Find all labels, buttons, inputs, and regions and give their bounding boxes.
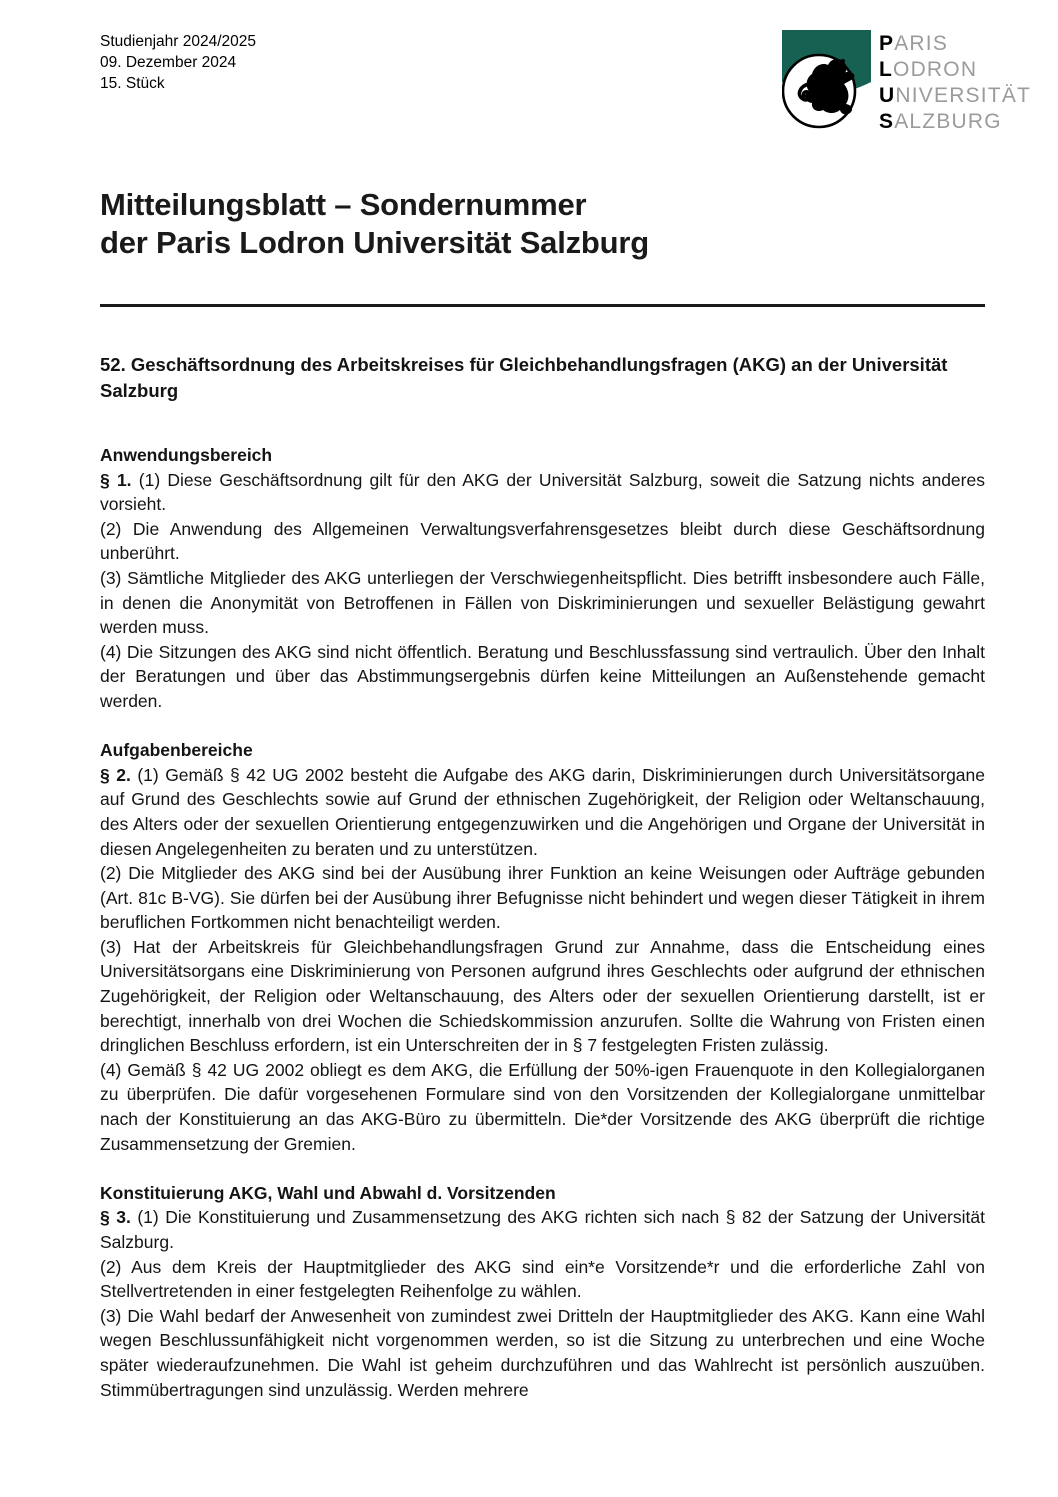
paragraph-text: (2) Die Anwendung des Allgemeinen Verwaltungsverfahrensgesetzes bleibt durch diese Geschäftsordnung unberührt. (100, 518, 985, 564)
paragraph-text: (3) Sämtliche Mitglieder des AKG unterliegen der Verschwiegenheitspflicht. Dies betrifft insbesondere auch Fälle, in denen die Anonymität von Betroffenen in Fällen von Diskriminierungen und sexueller Belästigung gewahrt werden muss. (100, 567, 985, 638)
paragraph (100, 935, 985, 1058)
paragraph-lead: § 3. (100, 1207, 131, 1228)
paragraph (100, 566, 985, 640)
section-heading: Anwendungsbereich (100, 445, 273, 465)
plus-logo (782, 30, 1031, 135)
paragraph (100, 640, 985, 714)
paragraph (100, 517, 985, 566)
section-heading: Konstituierung AKG, Wahl und Abwahl d. Vorsitzenden (100, 1182, 556, 1203)
paragraph (100, 1255, 985, 1304)
section-konstituierung (100, 1181, 985, 1402)
issue-info (100, 31, 256, 94)
separator-rule (100, 304, 985, 307)
paragraph (100, 1205, 985, 1254)
issue-number: 15. Stück (100, 75, 165, 92)
paragraph (100, 468, 985, 517)
paragraph-lead: § 2. (100, 764, 131, 785)
paragraph-text: (1) Diese Geschäftsordnung gilt für den AKG der Universität Salzburg, soweit die Satzung nichts anderes vorsieht. (100, 469, 985, 515)
issue-studienjahr: Studienjahr 2024/2025 (100, 33, 256, 50)
paragraph-text: (2) Die Mitglieder des AKG sind bei der Ausübung ihrer Funktion an keine Weisungen oder Aufträge gebunden (Art. 81c B-VG). Sie dürfen bei der Ausübung ihrer Befugnisse nicht behindert und wegen dieser Tätigkeit in ihrem beruflichen Fortkommen nicht benachteiligt werden. (100, 863, 985, 933)
plus-logo-shield (782, 30, 871, 130)
section-aufgabenbereiche (100, 738, 985, 1156)
document-heading: 52. Geschäftsordnung des Arbeitskreises für Gleichbehandlungsfragen (AKG) an der Universität Salzburg (100, 354, 948, 401)
document-content (100, 352, 985, 1402)
paragraph-lead: § 1. (100, 469, 132, 490)
paragraph-text: (2) Aus dem Kreis der Hauptmitglieder des AKG sind ein*e Vorsitzende*r und die erforderliche Zahl von Stellvertretenden in einer festgelegten Reihenfolge zu wählen. (100, 1256, 985, 1302)
paragraph-text: (1) Die Konstituierung und Zusammensetzung des AKG richten sich nach § 82 der Satzung der Universität Salzburg. (100, 1207, 985, 1252)
wordmark-line-salzburg: SALZBURG (879, 110, 1002, 133)
paragraph-text: (3) Hat der Arbeitskreis für Gleichbehandlungsfragen Grund zur Annahme, dass die Entscheidung eines Universitätsorgans eine Diskriminierung von Personen aufgrund ihres Geschlechts oder aufgrund der ethnischen Zugehörigkeit, der Religion oder Weltanschauung, des Alters oder der sexuellen Orientierung darstellt, ist er berechtigt, innerhalb von drei Wochen die Schiedskommission anzurufen. Sollte die Wahrung von Fristen einen dringlichen Beschluss erfordern, ist ein Unterschreiten der in § 7 festgelegten Fristen zulässig. (100, 936, 985, 1056)
logo-wordmark (879, 31, 1031, 135)
paragraph (100, 763, 985, 861)
paragraph (100, 1058, 985, 1156)
paragraph-text: (4) Die Sitzungen des AKG sind nicht öffentlich. Beratung und Beschlussfassung sind vertraulich. Über den Inhalt der Beratungen und über das Abstimmungsergebnis dürfen keine Mitteilungen an Außenstehende gemacht werden. (100, 641, 985, 711)
paragraph-text: (3) Die Wahl bedarf der Anwesenheit von zumindest zwei Dritteln der Hauptmitglieder des AKG. Kann eine Wahl wegen Beschlussunfähigkeit nicht vorgenommen werden, so ist die Sitzung zu unterbrechen und eine Woche später wiederaufzunehmen. Die Wahl ist geheim durchzuführen und das Wahlrecht ist persönlich auszuüben. Stimmübertragungen sind unzulässig. Werden mehrere (100, 1305, 985, 1400)
paragraph (100, 861, 985, 935)
section-anwendungsbereich (100, 443, 985, 714)
page-title-line1: Mitteilungsblatt – Sondernummer (100, 187, 587, 222)
page-title-line2: der Paris Lodron Universität Salzburg (100, 225, 649, 260)
section-heading: Aufgabenbereiche (100, 740, 253, 761)
wordmark-line-lodron: LODRON (879, 58, 978, 81)
paragraph (100, 1304, 985, 1402)
wordmark-line-paris: PARIS (879, 32, 949, 55)
page-title (100, 186, 649, 262)
paragraph-text: (4) Gemäß § 42 UG 2002 obliegt es dem AKG, die Erfüllung der 50%-igen Frauenquote in den Kollegialorganen zu überprüfen. Die dafür vorgesehenen Formulare sind von den Vorsitzenden der Kollegialorgane unmittelbar nach der Konstituierung an das AKG-Büro zu übermitteln. Die*der Vorsitzende des AKG überprüft die richtige Zusammensetzung der Gremien. (100, 1059, 985, 1154)
wordmark-line-universitaet: UNIVERSITÄT (879, 84, 1032, 107)
issue-date: 09. Dezember 2024 (100, 54, 237, 71)
paragraph-text: (1) Gemäß § 42 UG 2002 besteht die Aufgabe des AKG darin, Diskriminierungen durch Universitätsorgane auf Grund des Geschlechts sowie auf Grund der ethnischen Zugehörigkeit, der Religion oder Weltanschauung, des Alters oder der sexuellen Orientierung entgegenzuwirken und die Angehörigen und Organe der Universität in diesen Angelegenheiten zu beraten und zu unterstützen. (100, 764, 985, 859)
